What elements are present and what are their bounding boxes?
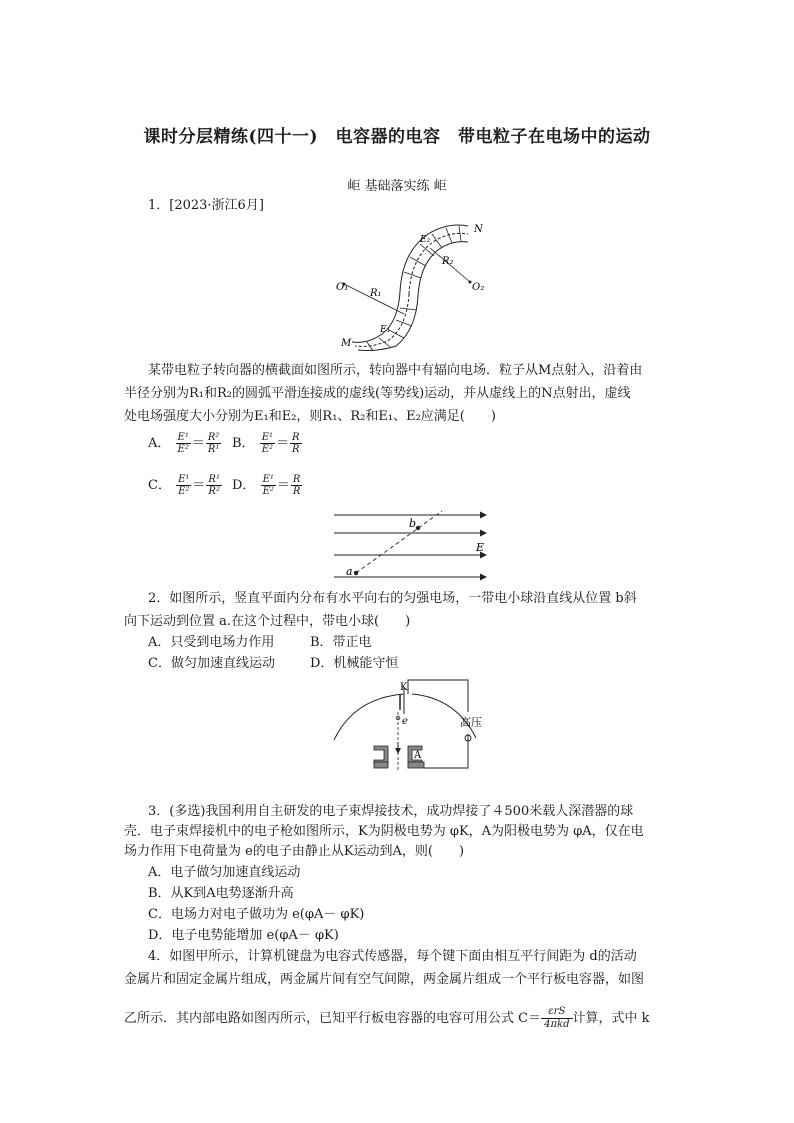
q3-electron-gun-figure: [328, 676, 492, 772]
q4-stem-line3: [124, 1006, 650, 1031]
q1-option-b-right-fraction: $\frac{R}{R}$: [292, 432, 300, 455]
q1-option-c-label: C．: [148, 478, 171, 493]
q1-option-d-right-fraction: $\frac{R}{R}$: [292, 474, 301, 497]
q3-label-a: A: [414, 750, 422, 761]
q4-stem-line1: 4．如图甲所示，计算机键盘为电容式传感器，每个键下面由相互平行间距为 d的活动: [148, 949, 637, 964]
q1-option-b-label: B．: [232, 436, 255, 451]
q1-option-c-right-fraction: $\frac{\text{R¹}}{\text{R²}}$: [208, 474, 220, 497]
q3-option-b[interactable]: B．从K到A电势逐渐升高: [148, 886, 294, 901]
q2-field-figure: [330, 507, 490, 583]
q2-label-b: b: [409, 517, 417, 530]
q4-stem-line3-start: 乙所示．其内部电路如图丙所示，已知平行板电容器的电容可用公式 C＝: [124, 1011, 542, 1026]
q1-label-m: M: [341, 338, 352, 349]
q1-option-a[interactable]: A． $\frac{\text{E¹}}{\text{E²}}$ ＝ $\frac{\text{R²}}{\text{R¹}}$: [148, 432, 220, 455]
q3-stem-line1: 3．(多选)我国利用自主研发的电子束焊接技术，成功焊接了４500米载人深潜器的球: [148, 804, 634, 819]
q2-stem-line2: 向下运动到位置 a.在这个过程中，带电小球( ): [124, 614, 411, 629]
q1-label-o1: O₁: [336, 282, 349, 293]
q3-option-d[interactable]: D．电子电势能增加 e(φA－ φK): [148, 928, 339, 943]
page-title: 课时分层精练(四十一) 电容器的电容 带电粒子在电场中的运动: [143, 127, 651, 147]
q1-option-b[interactable]: B． $\frac{\text{E¹}}{\text{E²}}$ ＝ $\frac{R}{R}$: [232, 432, 300, 455]
q2-stem-line1: 2．如图所示，竖直平面内分布有水平向右的匀强电场，一带电小球沿直线从位置 b斜: [148, 591, 637, 606]
q1-option-a-label: A．: [148, 436, 171, 451]
section-heading: 岠 基础落实练 岠: [347, 179, 447, 194]
q2-option-b[interactable]: B．带正电: [310, 635, 372, 650]
q1-stem-line2: 半径分别为R₁和R₂的圆弧平滑连接成的虚线(等势线)运动，并从虚线上的N点射出，虚线: [124, 386, 631, 401]
q2-option-a[interactable]: A．只受到电场力作用: [148, 635, 275, 650]
q4-stem-line2: 金属片和固定金属片组成，两金属片间有空气间隙，两金属片组成一个平行板电容器，如图: [124, 972, 645, 987]
q2-label-e: E: [476, 541, 485, 554]
q1-option-d-label: D．: [232, 478, 256, 493]
q1-label-r2: R₂: [442, 256, 454, 267]
q1-label-n: N: [474, 224, 483, 235]
q3-option-c[interactable]: C．电场力对电子做功为 e(φA－ φK): [148, 907, 365, 922]
q1-header: 1．[2023·浙江6月]: [148, 198, 264, 213]
q3-label-high-voltage: 高压: [460, 716, 482, 729]
q1-label-e2: E₂: [420, 235, 431, 245]
q2-label-a: a: [346, 565, 353, 578]
q1-option-d[interactable]: D． $\frac{\text{E¹}}{\text{E²}}$ ＝ $\frac{R}{R}$: [232, 474, 301, 497]
q1-option-a-right-fraction: $\frac{\text{R²}}{\text{R¹}}$: [207, 432, 220, 455]
q3-stem-line3: 场力作用下电荷量为 e的电子由静止从K运动到A，则( ): [124, 844, 465, 859]
q1-option-c[interactable]: C． $\frac{\text{E¹}}{\text{E²}}$ ＝ $\frac{\text{R¹}}{\text{R²}}$: [148, 474, 220, 497]
q1-stem-line3: 处电场强度大小分别为E₁和E₂，则R₁、R₂和E₁、E₂应满足( ): [124, 409, 496, 424]
q1-label-r1: R₁: [370, 288, 382, 299]
q3-label-e: e: [402, 716, 408, 727]
q4-stem-line3-end: 计算，式中 k: [572, 1011, 650, 1026]
q1-deflector-figure: [338, 212, 488, 352]
q3-label-k: K: [400, 682, 408, 693]
q4-capacitance-formula: $\frac{\text{εrS}}{\text{4πkd}}$: [541, 1006, 572, 1031]
q3-stem-line2: 壳．电子束焊接机中的电子枪如图所示，K为阴极电势为 φK，A为阳极电势为 φA，仅在电: [124, 824, 644, 839]
q1-option-c-left-fraction: $\frac{\text{E¹}}{\text{E²}}$: [178, 474, 190, 497]
q3-option-a[interactable]: A．电子做匀加速直线运动: [148, 865, 301, 880]
q2-option-d[interactable]: D．机械能守恒: [310, 656, 399, 671]
q1-option-d-left-fraction: $\frac{\text{E¹}}{\text{E²}}$: [262, 474, 274, 497]
q1-option-a-left-fraction: $\frac{\text{E¹}}{\text{E²}}$: [177, 432, 189, 455]
q1-label-o2: O₂: [472, 282, 485, 293]
q1-stem-line1: 某带电粒子转向器的横截面如图所示，转向器中有辐向电场．粒子从M点射入，沿着由: [148, 363, 643, 378]
q1-label-e1: E₁: [380, 325, 391, 335]
q2-option-c[interactable]: C．做匀加速直线运动: [148, 656, 275, 671]
q1-option-b-left-fraction: $\frac{\text{E¹}}{\text{E²}}$: [261, 432, 274, 455]
